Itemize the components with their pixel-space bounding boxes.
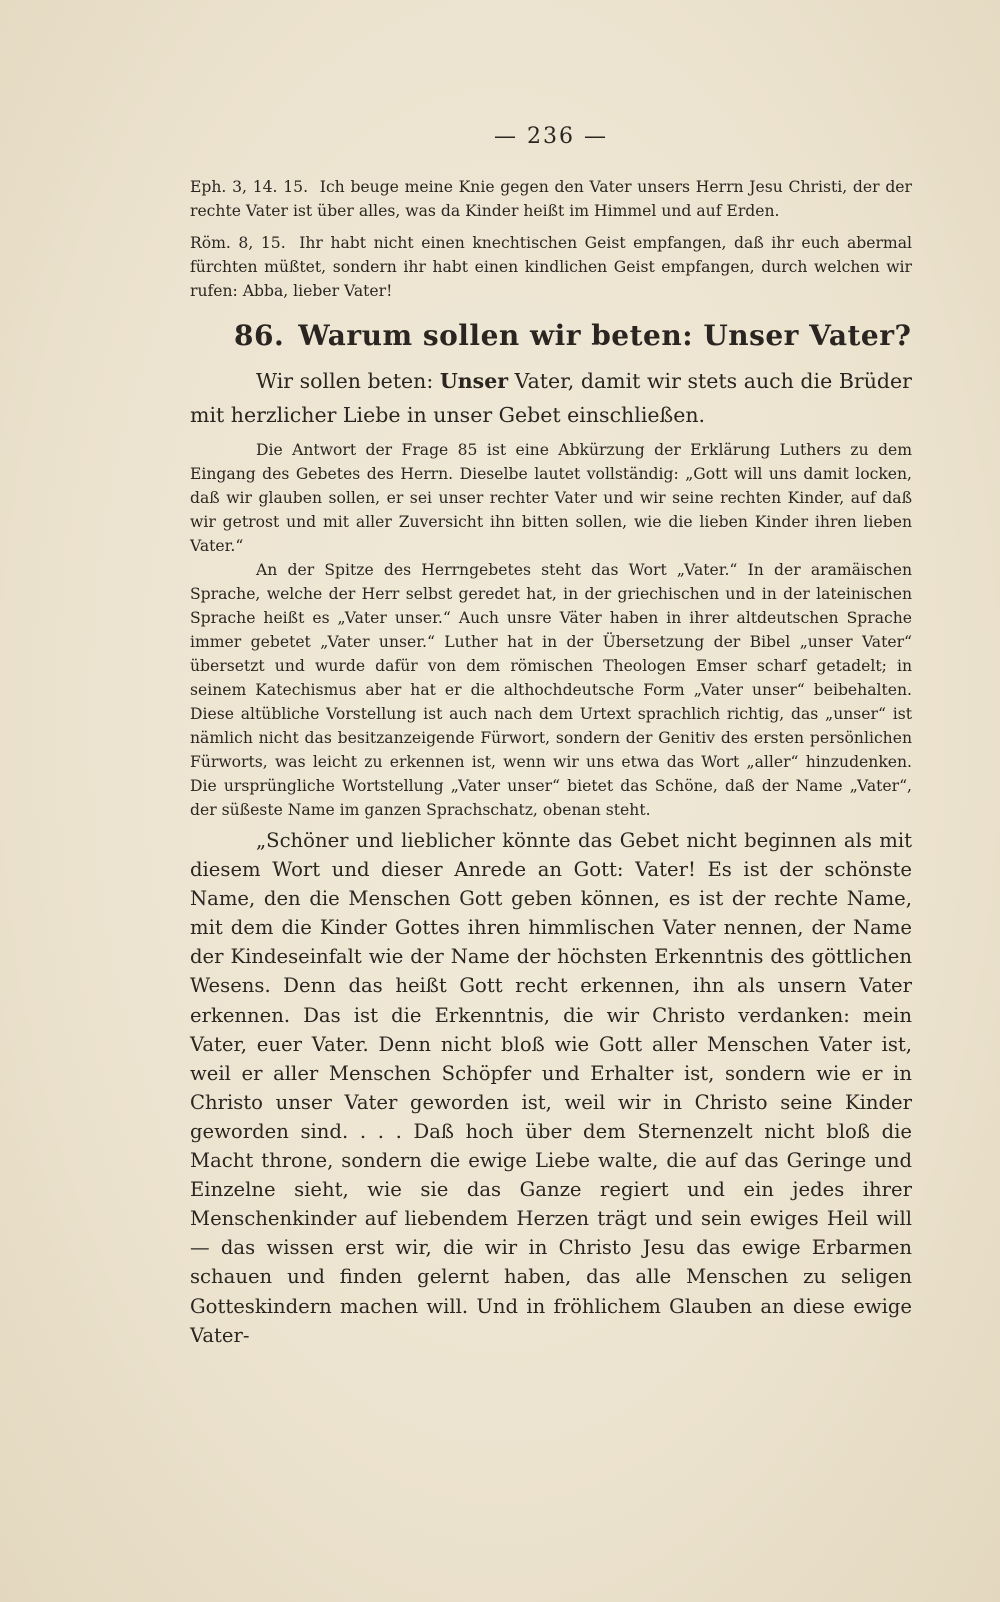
page-content	[190, 124, 912, 1350]
question-number: 86.	[234, 319, 285, 352]
quote-text: Ihr habt nicht einen knechtischen Geist empfangen, daß ihr euch abermal fürchten müßtet, sondern ihr habt einen kindlichen Geist empfangen, durch welchen wir rufen: Abba, lieber Vater!	[190, 234, 912, 300]
quote-reference: Röm. 8, 15.	[190, 234, 286, 252]
explanatory-notes	[190, 438, 912, 822]
question-heading	[234, 319, 912, 352]
quote-reference: Eph. 3, 14. 15.	[190, 178, 309, 196]
answer-paragraph	[190, 364, 912, 432]
scripture-quote	[190, 175, 912, 223]
quote-text: Ich beuge meine Knie gegen den Vater unsers Herrn Jesu Christi, der der rechte Vater ist über alles, was da Kinder heißt im Himmel und auf Erden.	[190, 178, 912, 220]
note-paragraph: An der Spitze des Herrngebetes steht das Wort „Vater.“ In der aramäischen Sprache, welche der Herr selbst geredet hat, in der griechischen und in der lateinischen Sprache heißt es „Vater unser.“ Auch unsre Väter haben in ihrer altdeutschen Sprache immer gebetet „Vater unser.“ Luther hat in der Übersetzung der Bibel „unser Vater“ übersetzt und wurde dafür von dem römischen Theologen Emser scharf getadelt; in seinem Katechismus aber hat er die althochdeutsche Form „Vater unser“ beibehalten. Diese altübliche Vorstellung ist auch nach dem Urtext sprachlich richtig, das „unser“ ist nämlich nicht das besitzanzeigende Fürwort, sondern der Genitiv des ersten persönlichen Fürworts, was leicht zu erkennen ist, wenn wir uns etwa das Wort „aller“ hinzudenken. Die ursprüngliche Wortstellung „Vater unser“ bietet das Schöne, daß der Name „Vater“, der süßeste Name im ganzen Sprachschatz, obenan steht.	[190, 561, 912, 819]
question-text: Warum sollen wir beten: Unser Vater?	[298, 319, 912, 352]
answer-emphasis: Unser	[439, 369, 509, 393]
answer-rest: Vater, damit wir stets auch die Brüder mit herzlicher Liebe in unser Gebet einschließen.	[190, 369, 912, 427]
page-number: — 236 —	[494, 124, 608, 149]
scripture-quote	[190, 231, 912, 303]
answer-lead: Wir sollen beten:	[256, 369, 434, 393]
note-paragraph: Die Antwort der Frage 85 ist eine Abkürzung der Erklärung Luthers zu dem Eingang des Gebetes des Herrn. Dieselbe lautet vollständig: „Gott will uns damit locken, daß wir glauben sollen, er sei unser rechter Vater und wir seine rechten Kinder, auf daß wir getrost und mit aller Zuversicht ihn bitten sollen, wie die lieben Kinder ihren lieben Vater.“	[190, 441, 912, 555]
body-paragraph: „Schöner und lieblicher könnte das Gebet nicht beginnen als mit diesem Wort und dieser Anrede an Gott: Vater! Es ist der schönste Name, den die Menschen Gott geben können, es ist der rechte Name, mit dem die Kinder Gottes ihren himmlischen Vater nennen, der Name der Kindeseinfalt wie der Name der höchsten Erkenntnis des göttlichen Wesens. Denn das heißt Gott recht erkennen, ihn als unsern Vater erkennen. Das ist die Erkenntnis, die wir Christo verdanken: mein Vater, euer Vater. Denn nicht bloß wie Gott aller Menschen Vater ist, weil er aller Menschen Schöpfer und Erhalter ist, sondern wie er in Christo unser Vater geworden ist, weil wir in Christo seine Kinder geworden sind. . . . Daß hoch über dem Sternenzelt nicht bloß die Macht throne, sondern die ewige Liebe walte, die auf das Geringe und Einzelne sieht, wie sie das Ganze regiert und ein jedes ihrer Menschenkinder auf liebendem Herzen trägt und sein ewiges Heil will — das wissen erst wir, die wir in Christo Jesu das ewige Erbarmen schauen und finden gelernt haben, das alle Menschen zu seligen Gotteskindern machen will. Und in fröhlichem Glauben an diese ewige Vater-	[190, 829, 912, 1347]
